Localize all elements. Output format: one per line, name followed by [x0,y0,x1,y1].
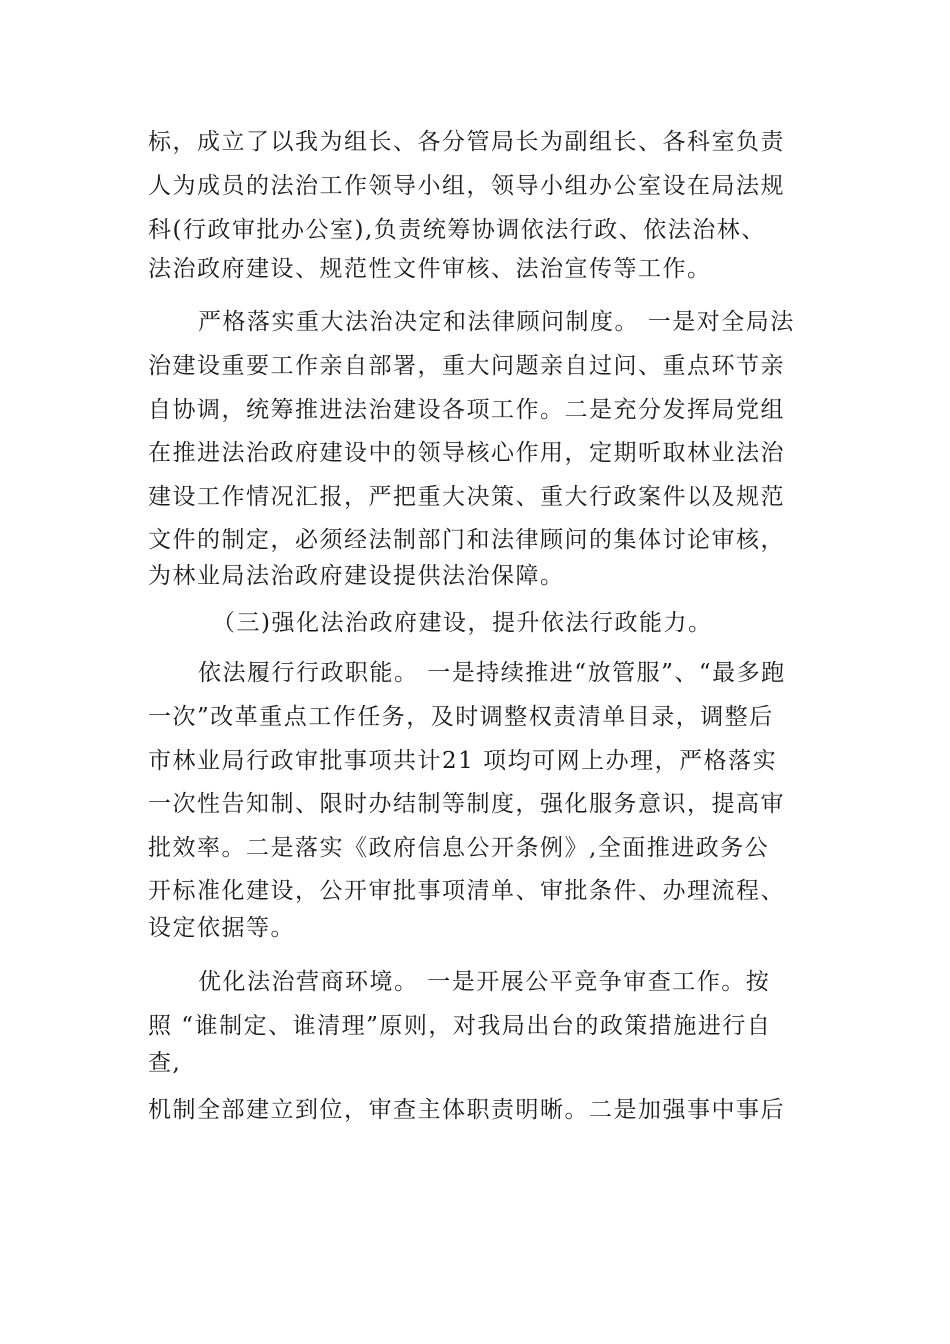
body-text-line: 科(行政审批办公室),负责统筹协调依法行政、依法治林、 [148,217,766,243]
body-text-line: 一次”改革重点工作任务，及时调整权责清单目录，调整后 [148,704,774,730]
section-heading: （三)强化法治政府建设，提升依法行政能力。 [212,610,713,636]
body-text-line: 一次性告知制、限时办结制等制度，强化服务意识，提高审 [148,791,785,817]
paragraph-start-line: 优化法治营商环境。 一是开展公平竞争审查工作。按 [198,969,771,995]
body-text-line: 机制全部建立到位，审查主体职责明晰。二是加强事中事后 [148,1097,785,1123]
body-text-line: 建设工作情况汇报，严把重大决策、重大行政案件以及规范 [148,484,785,510]
body-text-line: 治建设重要工作亲自部署，重大问题亲自过问、重点环节亲 [148,353,785,379]
body-text-line: 照 “谁制定、谁清理”原则，对我局出台的政策措施进行自 [148,1013,772,1039]
body-text-line: 法治政府建设、规范性文件审核、法治宣传等工作。 [148,256,712,282]
body-text-line: 人为成员的法治工作领导小组，领导小组办公室设在局法规 [148,173,785,199]
body-text-line: 自协调，统筹推进法治建设各项工作。二是充分发挥局党组 [148,397,785,423]
body-text-line: 标，成立了以我为组长、各分管局长为副组长、各科室负责 [148,129,785,155]
body-text-line: 文件的制定，必须经法制部门和法律顾问的集体讨论审核， [148,527,785,553]
body-text-line: 在推进法治政府建设中的领导核心作用，定期听取林业法治 [148,440,785,466]
paragraph-start-line: 严格落实重大法治决定和法律顾问制度。 一是对全局法 [198,309,795,335]
body-text-line: 设定依据等。 [148,915,295,941]
paragraph-start-line: 依法履行行政职能。 一是持续推进“放管服”、“最多跑 [198,660,786,686]
body-text-line: 查, [148,1050,182,1076]
body-text-line: 开标准化建设，公开审批事项清单、审批条件、办理流程、 [148,878,785,904]
body-text-line: 批效率。二是落实《政府信息公开条例》,全面推进政务公 [148,835,770,861]
body-text-line: 为林业局法治政府建设提供法治保障。 [148,563,565,589]
body-text-line: 市林业局行政审批事项共计21 项均可网上办理，严格落实 [148,748,778,774]
